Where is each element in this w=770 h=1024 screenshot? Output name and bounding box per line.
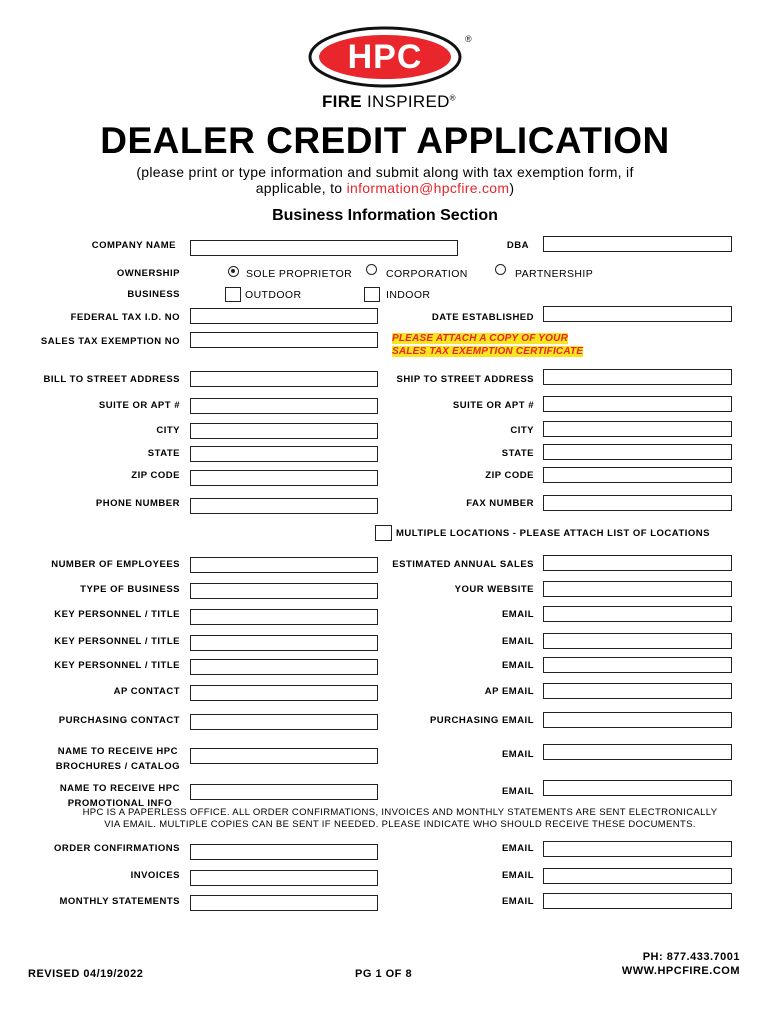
ship-to-street-label: SHIP TO STREET ADDRESS <box>396 374 534 385</box>
website-label: YOUR WEBSITE <box>454 584 534 595</box>
subtitle-email-link[interactable]: information@hpcfire.com <box>346 180 510 196</box>
brochures-label <box>56 744 180 774</box>
ship-suite-field[interactable] <box>543 396 732 412</box>
bill-to-street-label: BILL TO STREET ADDRESS <box>43 374 180 385</box>
business-label: BUSINESS <box>127 289 180 300</box>
federal-tax-id-label: FEDERAL TAX I.D. NO <box>70 312 180 323</box>
dba-field[interactable] <box>543 236 732 252</box>
type-of-business-label: TYPE OF BUSINESS <box>80 584 180 595</box>
attach-notice-line1: PLEASE ATTACH A COPY OF YOUR <box>392 333 568 344</box>
invoices-label: INVOICES <box>130 870 180 881</box>
paperless-notice <box>0 807 770 831</box>
bill-city-label: CITY <box>156 425 180 436</box>
order-confirmations-field[interactable] <box>190 844 378 860</box>
key-personnel-2-field[interactable] <box>190 635 378 651</box>
dba-label: DBA <box>506 240 529 251</box>
paperless-line1: HPC IS A PAPERLESS OFFICE. ALL ORDER CONFIRMATIONS, INVOICES AND MONTHLY STATEMENTS ARE SENT ELECTRONICALLY <box>82 807 718 818</box>
monthly-statements-field[interactable] <box>190 895 378 911</box>
phone-label: PHONE NUMBER <box>95 498 180 509</box>
bill-suite-label: SUITE OR APT # <box>98 400 180 411</box>
tagline <box>322 92 456 112</box>
email-5-field[interactable] <box>543 780 732 796</box>
multiple-locations-checkbox[interactable] <box>375 525 392 541</box>
attach-notice-line2: SALES TAX EXEMPTION CERTIFICATE <box>392 346 584 357</box>
ship-city-label: CITY <box>510 425 534 436</box>
email-1-label: EMAIL <box>501 609 534 620</box>
website-field[interactable] <box>543 581 732 597</box>
brochures-field[interactable] <box>190 748 378 764</box>
email-4-label: EMAIL <box>501 749 534 760</box>
key-personnel-2-label: KEY PERSONNEL / TITLE <box>54 636 180 647</box>
bill-state-label: STATE <box>147 448 180 459</box>
contact-info <box>622 950 740 978</box>
brochures-label-line2: BROCHURES / CATALOG <box>55 761 180 772</box>
email-7-label: EMAIL <box>501 870 534 881</box>
purchasing-email-label: PURCHASING EMAIL <box>429 715 534 726</box>
bill-city-field[interactable] <box>190 423 378 439</box>
indoor-checkbox[interactable] <box>364 287 380 302</box>
subtitle <box>0 164 770 196</box>
company-name-label: COMPANY NAME <box>91 240 176 251</box>
outdoor-checkbox[interactable] <box>225 287 241 302</box>
page-title: DEALER CREDIT APPLICATION <box>100 120 670 161</box>
partnership-label: PARTNERSHIP <box>515 268 594 280</box>
ship-to-street-field[interactable] <box>543 369 732 385</box>
footer-website[interactable]: WWW.HPCFIRE.COM <box>621 965 740 977</box>
purchasing-contact-field[interactable] <box>190 714 378 730</box>
employees-label: NUMBER OF EMPLOYEES <box>51 559 180 570</box>
annual-sales-label: ESTIMATED ANNUAL SALES <box>392 559 534 570</box>
purchasing-email-field[interactable] <box>543 712 732 728</box>
bill-to-street-field[interactable] <box>190 371 378 387</box>
date-established-label: DATE ESTABLISHED <box>431 312 534 323</box>
monthly-statements-label: MONTHLY STATEMENTS <box>59 896 180 907</box>
logo-reg-mark: ® <box>465 34 472 44</box>
footer-phone: PH: 877.433.7001 <box>642 951 740 963</box>
revised-date: REVISED 04/19/2022 <box>28 968 144 980</box>
sales-tax-exemption-field[interactable] <box>190 332 378 348</box>
fax-field[interactable] <box>543 495 732 511</box>
subtitle-line2-pre: applicable, to <box>255 180 347 196</box>
bill-zip-field[interactable] <box>190 470 378 486</box>
tagline-reg-mark: ® <box>449 93 456 103</box>
corporation-label: CORPORATION <box>386 268 468 280</box>
date-established-field[interactable] <box>543 306 732 322</box>
page-number: PG 1 OF 8 <box>355 968 413 980</box>
employees-field[interactable] <box>190 557 378 573</box>
order-confirmations-label: ORDER CONFIRMATIONS <box>54 843 180 854</box>
type-of-business-field[interactable] <box>190 583 378 599</box>
logo-text: HPC <box>347 38 423 76</box>
email-2-label: EMAIL <box>501 636 534 647</box>
ship-state-label: STATE <box>501 448 534 459</box>
key-personnel-1-field[interactable] <box>190 609 378 625</box>
annual-sales-field[interactable] <box>543 555 732 571</box>
email-3-label: EMAIL <box>501 660 534 671</box>
key-personnel-3-label: KEY PERSONNEL / TITLE <box>54 660 180 671</box>
tagline-light: INSPIRED <box>366 92 450 111</box>
subtitle-line1: (please print or type information and submit along with tax exemption form, if <box>136 164 634 180</box>
email-6-label: EMAIL <box>501 843 534 854</box>
paperless-line2: VIA EMAIL. MULTIPLE COPIES CAN BE SENT IF NEEDED. PLEASE INDICATE WHO SHOULD RECEIVE THESE DOCUMENTS. <box>104 819 696 830</box>
outdoor-label: OUTDOOR <box>245 289 302 301</box>
promo-field[interactable] <box>190 784 378 800</box>
email-4-field[interactable] <box>543 744 732 760</box>
email-3-field[interactable] <box>543 657 732 673</box>
key-personnel-1-label: KEY PERSONNEL / TITLE <box>54 609 180 620</box>
bill-state-field[interactable] <box>190 446 378 462</box>
company-name-field[interactable] <box>190 240 458 256</box>
subtitle-line2-post: ) <box>509 180 515 196</box>
ship-city-field[interactable] <box>543 421 732 437</box>
ap-contact-field[interactable] <box>190 685 378 701</box>
phone-field[interactable] <box>190 498 378 514</box>
ownership-label: OWNERSHIP <box>116 268 180 279</box>
promo-label-line2: PROMOTIONAL INFO <box>67 798 173 809</box>
corporation-radio[interactable] <box>366 264 377 275</box>
ap-email-label: AP EMAIL <box>484 686 534 697</box>
ap-email-field[interactable] <box>543 683 732 699</box>
sole-proprietor-label: SOLE PROPRIETOR <box>246 268 353 280</box>
ap-contact-label: AP CONTACT <box>113 686 180 697</box>
sole-proprietor-radio[interactable] <box>228 266 239 277</box>
invoices-field[interactable] <box>190 870 378 886</box>
email-1-field[interactable] <box>543 606 732 622</box>
ship-zip-field[interactable] <box>543 467 732 483</box>
ship-zip-label: ZIP CODE <box>485 470 534 481</box>
brochures-label-line1: NAME TO RECEIVE HPC <box>57 746 178 757</box>
purchasing-contact-label: PURCHASING CONTACT <box>58 715 180 726</box>
bill-suite-field[interactable] <box>190 398 378 414</box>
partnership-radio[interactable] <box>495 264 506 275</box>
section-title: Business Information Section <box>272 207 498 224</box>
sales-tax-exemption-label: SALES TAX EXEMPTION NO <box>40 336 180 347</box>
email-7-field[interactable] <box>543 868 732 884</box>
bill-zip-label: ZIP CODE <box>131 470 180 481</box>
email-5-label: EMAIL <box>501 786 534 797</box>
indoor-label: INDOOR <box>386 289 431 301</box>
tagline-bold: FIRE <box>322 92 362 111</box>
multiple-locations-label: MULTIPLE LOCATIONS - PLEASE ATTACH LIST OF LOCATIONS <box>396 528 710 539</box>
fax-label: FAX NUMBER <box>466 498 534 509</box>
attach-certificate-notice <box>392 332 583 358</box>
promo-label-line1: NAME TO RECEIVE HPC <box>59 783 180 794</box>
ship-state-field[interactable] <box>543 444 732 460</box>
federal-tax-id-field[interactable] <box>190 308 378 324</box>
key-personnel-3-field[interactable] <box>190 659 378 675</box>
email-8-field[interactable] <box>543 893 732 909</box>
ship-suite-label: SUITE OR APT # <box>452 400 534 411</box>
email-2-field[interactable] <box>543 633 732 649</box>
email-6-field[interactable] <box>543 841 732 857</box>
hpc-logo <box>305 24 475 90</box>
email-8-label: EMAIL <box>501 896 534 907</box>
